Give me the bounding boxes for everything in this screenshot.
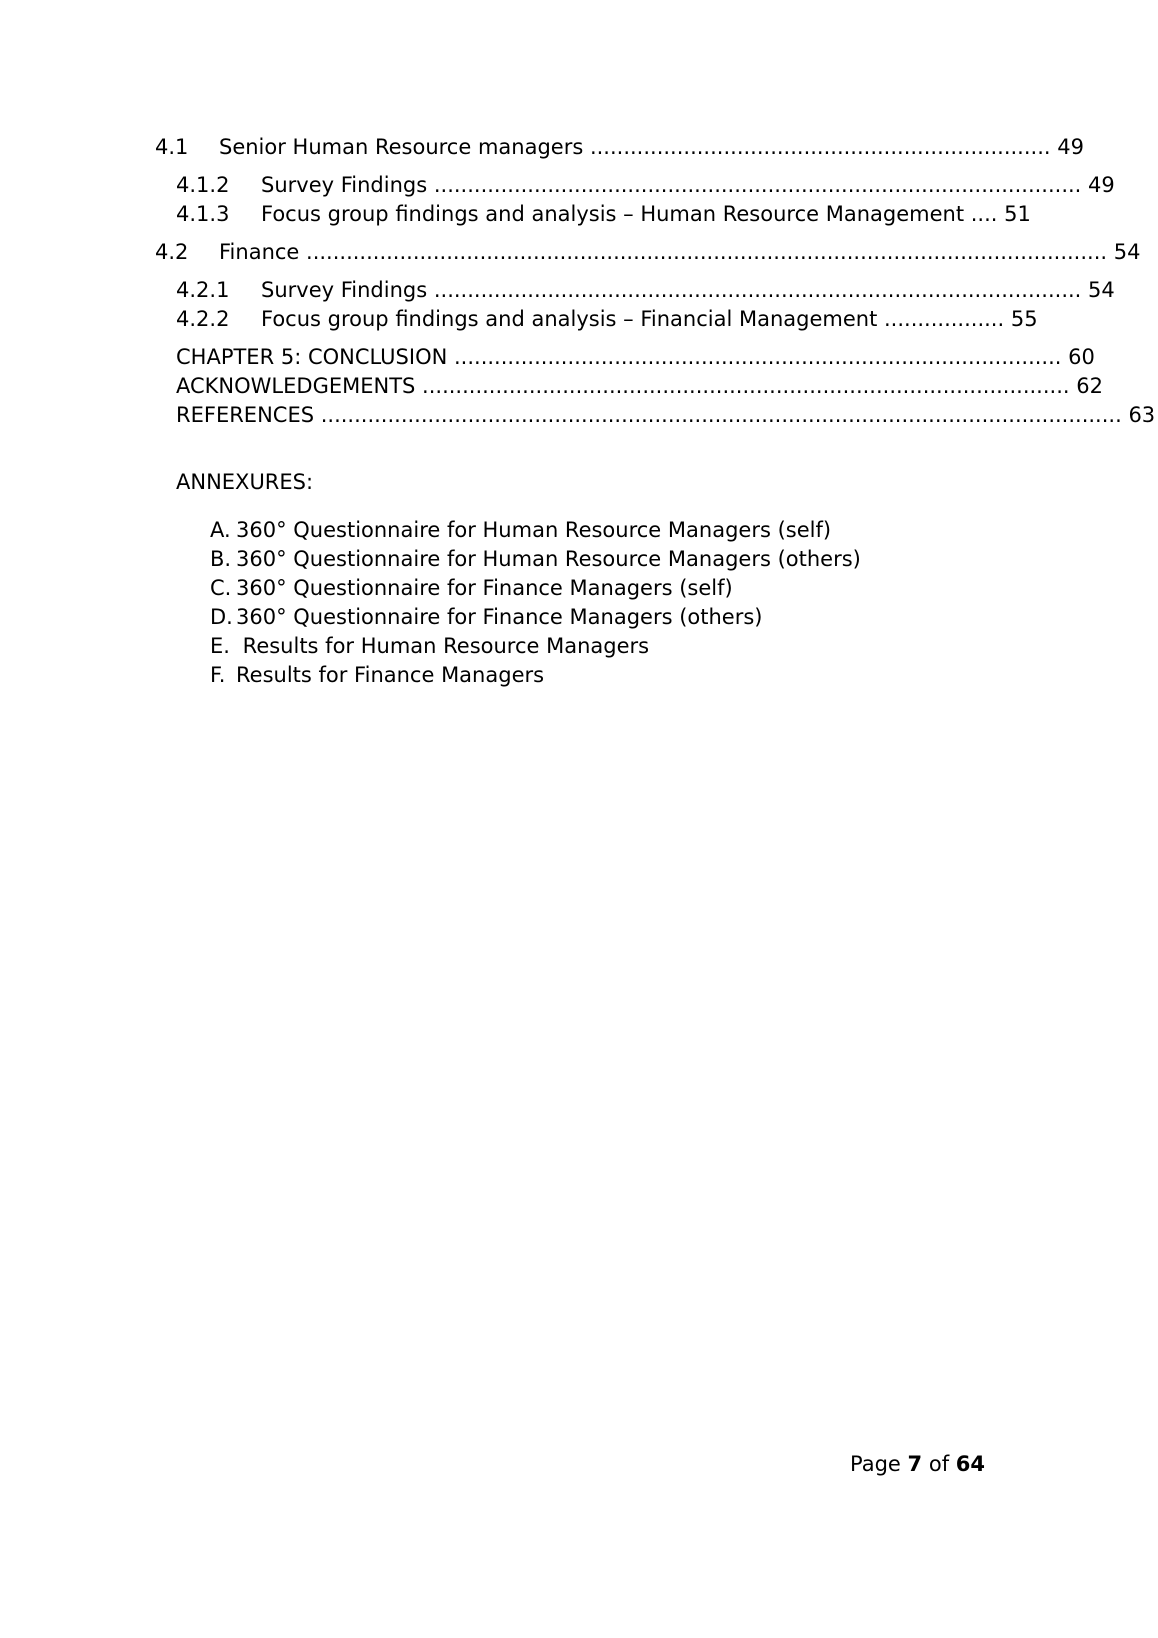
annexure-text: Results for Finance Managers: [236, 663, 545, 687]
annexure-item: [210, 545, 861, 573]
toc-leader: ........................................................................................................................: [299, 240, 1114, 264]
annexure-letter: F.: [210, 663, 226, 687]
toc-entry-4-1-3[interactable]: [176, 200, 1031, 228]
toc-number: 4.1: [155, 135, 189, 159]
toc-leader: .................................................................................................: [427, 278, 1089, 302]
page-label: Page: [850, 1452, 901, 1476]
annexure-item: [210, 661, 544, 689]
toc-number: 4.2.2: [176, 307, 230, 331]
annexure-letter: A.: [210, 518, 231, 542]
toc-page: 49: [1057, 135, 1084, 159]
toc-page: 55: [1010, 307, 1038, 331]
annexure-text: 360° Questionnaire for Finance Managers (others): [236, 605, 763, 629]
toc-title: Senior Human Resource managers: [219, 135, 584, 159]
page-current: 7: [907, 1452, 923, 1476]
toc-number: 4.2: [155, 240, 189, 264]
toc-entry-4-1-2[interactable]: [176, 171, 1115, 199]
toc-leader: .................................................................................................: [415, 374, 1077, 398]
toc-number: 4.1.3: [176, 202, 230, 226]
toc-leader: ....: [964, 202, 1005, 226]
page-total: 64: [955, 1452, 986, 1476]
annexure-text: 360° Questionnaire for Finance Managers (self): [236, 576, 733, 600]
toc-page: 62: [1076, 374, 1103, 398]
toc-title: CHAPTER 5: CONCLUSION: [176, 345, 448, 369]
toc-entry-4-1[interactable]: [155, 133, 1084, 161]
toc-number: 4.1.2: [176, 173, 230, 197]
annexure-text: Results for Human Resource Managers: [236, 634, 650, 658]
toc-title: Finance: [219, 240, 300, 264]
toc-page: 51: [1004, 202, 1031, 226]
toc-title: Focus group findings and analysis – Human Resource Management: [261, 202, 965, 226]
annexure-text: 360° Questionnaire for Human Resource Managers (others): [236, 547, 861, 571]
toc-entry-acknowledgements[interactable]: [176, 372, 1103, 400]
annexure-letter: D.: [210, 605, 233, 629]
annexure-item: [210, 516, 831, 544]
toc-leader: ........................................................................................................................: [314, 403, 1129, 427]
toc-page: 54: [1113, 240, 1141, 264]
page-number: [850, 1450, 985, 1478]
annexure-item: [210, 603, 762, 631]
toc-page: 60: [1068, 345, 1095, 369]
page-of: of: [928, 1452, 950, 1476]
toc-page: 49: [1088, 173, 1115, 197]
toc-page: 63: [1128, 403, 1156, 427]
toc-leader: .....................................................................: [583, 135, 1058, 159]
annexure-letter: C.: [210, 576, 232, 600]
toc-entry-4-2-1[interactable]: [176, 276, 1115, 304]
toc-number: 4.2.1: [176, 278, 230, 302]
toc-leader: ..................: [877, 307, 1011, 331]
annexure-text: 360° Questionnaire for Human Resource Managers (self): [236, 518, 832, 542]
toc-title: Survey Findings: [261, 173, 428, 197]
toc-title: ACKNOWLEDGEMENTS: [176, 374, 416, 398]
toc-entry-references[interactable]: [176, 401, 1155, 429]
annexure-letter: B.: [210, 547, 232, 571]
toc-leader: ...........................................................................................: [447, 345, 1069, 369]
annexure-item: [210, 574, 733, 602]
toc-entry-conclusion[interactable]: [176, 343, 1095, 371]
toc-title: Focus group findings and analysis – Financial Management: [261, 307, 878, 331]
toc-entry-4-2-2[interactable]: [176, 305, 1038, 333]
toc-title: REFERENCES: [176, 403, 315, 427]
toc-title: Survey Findings: [261, 278, 428, 302]
annexure-item: [210, 632, 649, 660]
toc-entry-4-2[interactable]: [155, 238, 1140, 266]
annexure-letter: E.: [210, 634, 230, 658]
toc-page: 54: [1088, 278, 1115, 302]
toc-leader: .................................................................................................: [427, 173, 1089, 197]
annexures-heading: ANNEXURES:: [176, 470, 314, 494]
